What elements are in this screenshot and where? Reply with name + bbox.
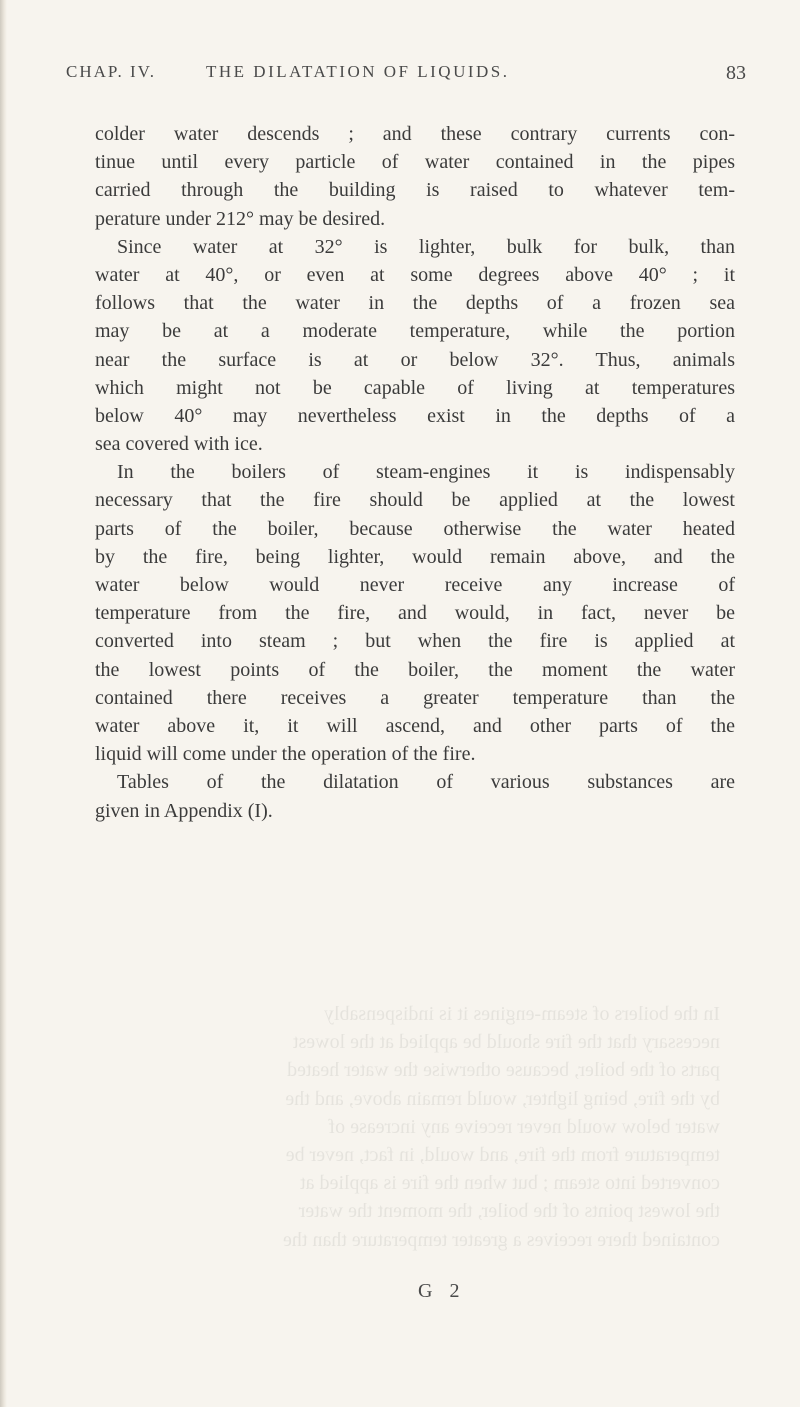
text-line: tinue until every particle of water contained in the pipes (95, 151, 735, 174)
show-through-line: water below would never receive any increase of (328, 1115, 720, 1138)
show-through-text (80, 1000, 720, 1260)
text-line: necessary that the fire should be applied at the lowest (95, 489, 735, 512)
running-title: THE DILATATION OF LIQUIDS. (206, 62, 510, 81)
show-through-line: contained there receives a greater temperature than the (283, 1228, 720, 1251)
binding-edge (0, 0, 7, 1407)
show-through-line: parts of the boiler, because otherwise the water heated (287, 1059, 720, 1082)
text-line: In the boilers of steam-engines it is indispensably (117, 461, 735, 484)
text-line: colder water descends ; and these contrary currents con- (95, 123, 735, 145)
text-line: liquid will come under the operation of the fire. (95, 743, 476, 766)
text-line: temperature from the fire, and would, in fact, never be (95, 602, 735, 625)
text-line: may be at a moderate temperature, while the portion (95, 320, 735, 343)
text-line: water at 40°, or even at some degrees above 40° ; it (95, 263, 735, 286)
paragraph (95, 120, 735, 233)
page-number: 83 (726, 62, 746, 84)
text-line: water above it, it will ascend, and other parts of the (95, 714, 735, 737)
paragraph (95, 768, 735, 824)
signature-mark: G 2 (418, 1280, 466, 1302)
text-line: converted into steam ; but when the fire is applied at (95, 630, 735, 653)
paragraph (95, 458, 735, 768)
text-line: carried through the building is raised to whatever tem- (95, 179, 735, 202)
text-line: parts of the boiler, because otherwise the water heated (95, 517, 735, 540)
text-line: by the fire, being lighter, would remain above, and the (95, 545, 735, 568)
text-line: the lowest points of the boiler, the moment the water (95, 658, 735, 681)
show-through-line: necessary that the fire should be applied at the lowest (292, 1031, 720, 1054)
body-text (95, 120, 735, 825)
text-line: Tables of the dilatation of various substances are (117, 771, 735, 794)
text-line: contained there receives a greater temperature than the (95, 686, 735, 709)
running-head (66, 62, 746, 92)
text-line: given in Appendix (I). (95, 799, 273, 822)
text-line: near the surface is at or below 32°. Thus, animals (95, 348, 735, 371)
show-through-line: converted into steam ; but when the fire is applied at (300, 1172, 720, 1195)
text-line: follows that the water in the depths of a frozen sea (95, 292, 735, 315)
text-line: perature under 212° may be desired. (95, 207, 386, 230)
show-through-line: In the boilers of steam-engines it is indispensably (323, 1003, 720, 1025)
text-line: below 40° may nevertheless exist in the depths of a (95, 404, 735, 427)
text-line: Since water at 32° is lighter, bulk for bulk, than (117, 235, 735, 258)
text-line: sea covered with ice. (95, 433, 263, 456)
text-line: water below would never receive any increase of (95, 574, 735, 596)
text-line: which might not be capable of living at temperatures (95, 376, 735, 399)
show-through-line: the lowest points of the boiler, the moment the water (298, 1200, 720, 1223)
paragraph (95, 233, 735, 459)
show-through-line: temperature from the fire, and would, in fact, never be (285, 1143, 720, 1166)
chapter-label: CHAP. IV. (66, 62, 156, 81)
show-through-line: by the fire, being lighter, would remain above, and the (285, 1087, 720, 1110)
